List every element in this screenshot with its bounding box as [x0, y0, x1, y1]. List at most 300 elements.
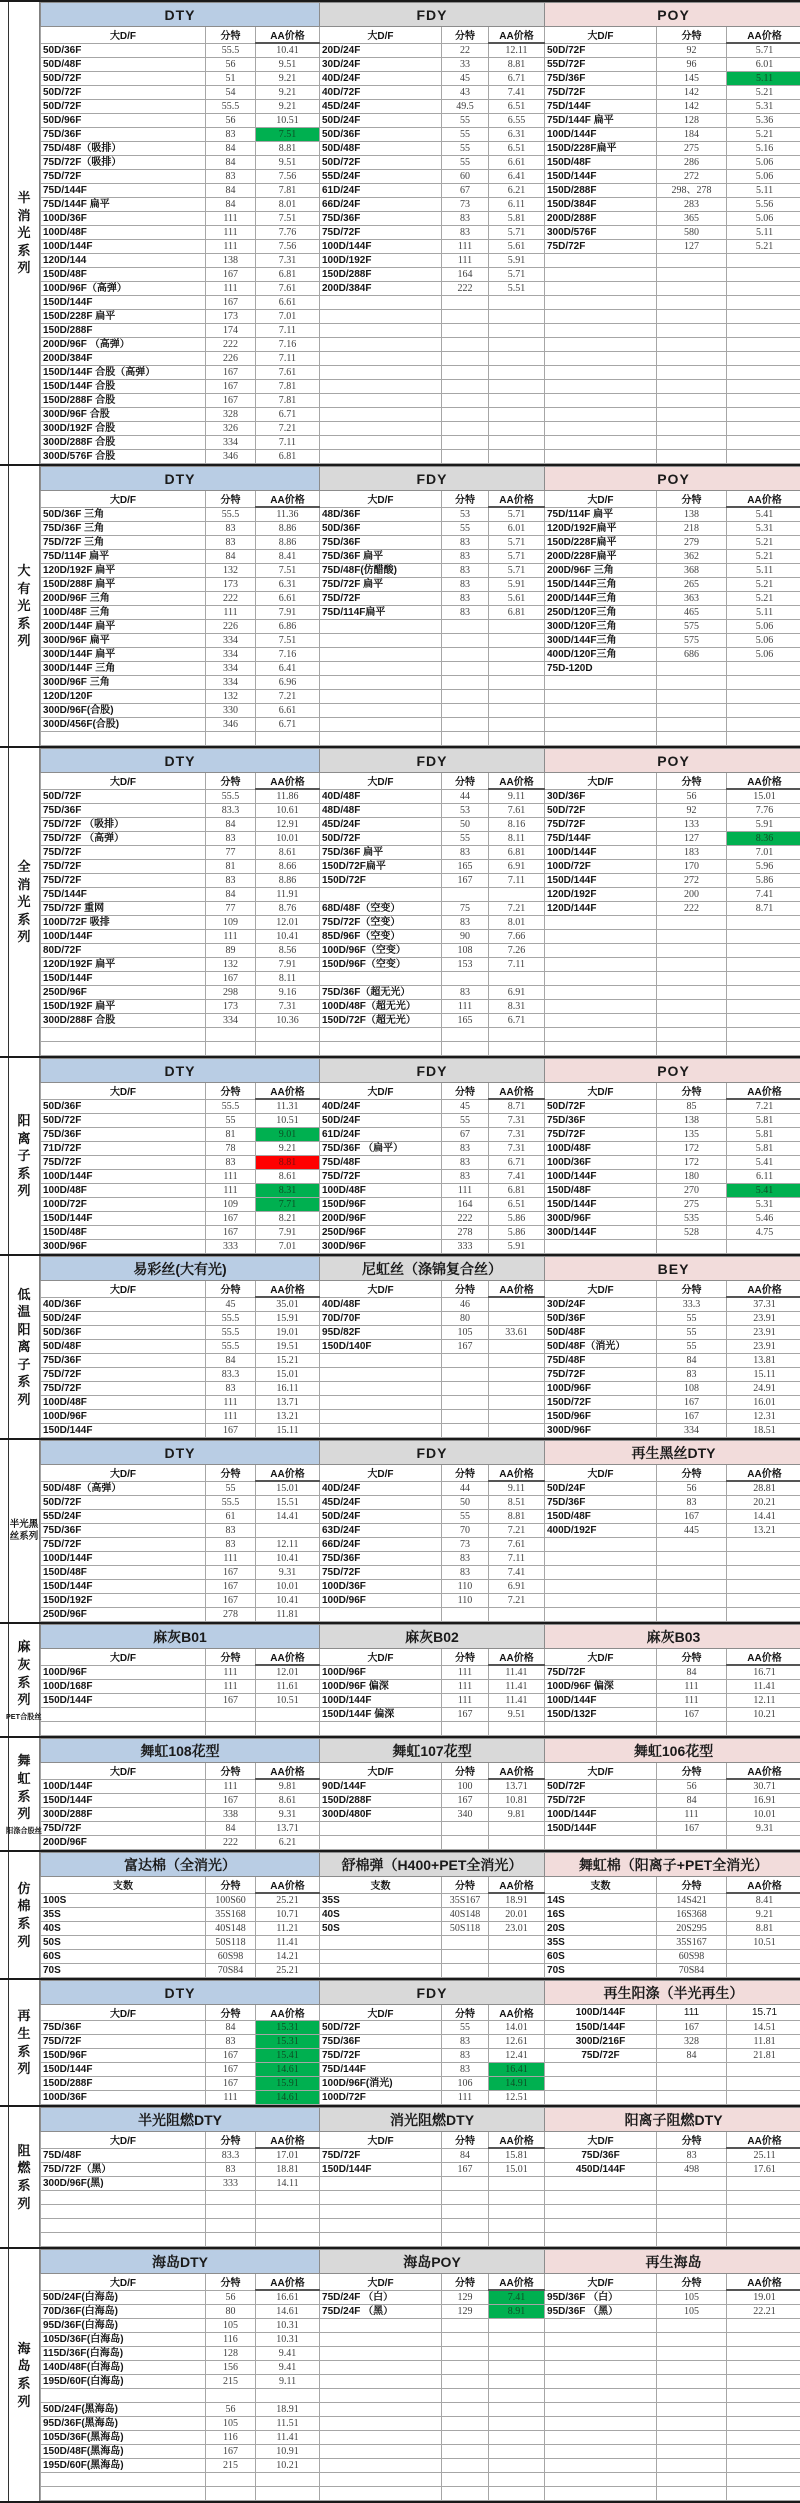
price-cell [489, 422, 545, 436]
table-row [41, 1226, 800, 1240]
spec-cell: 75D/72F [545, 86, 657, 100]
price-cell [489, 2219, 545, 2233]
spec-cell: 300D/456F(合股) [41, 718, 206, 732]
dtex-cell [442, 1950, 489, 1964]
spec-cell: 150D/96F [320, 1198, 442, 1212]
price-cell [727, 1580, 800, 1594]
price-cell: 5.91 [489, 578, 545, 592]
price-cell: 5.11 [727, 184, 800, 198]
dtex-cell [442, 2403, 489, 2417]
price-cell: 6.91 [489, 986, 545, 1000]
dtex-cell [442, 2473, 489, 2487]
dtex-cell: 528 [657, 1226, 727, 1240]
spec-cell: 75D/36F [41, 128, 206, 142]
table-row [41, 2177, 800, 2191]
table-row [41, 2445, 800, 2459]
dtex-cell: 180 [657, 1170, 727, 1184]
price-cell: 6.31 [256, 578, 320, 592]
table-row [41, 522, 800, 536]
spec-cell: 75D/72F [545, 240, 657, 254]
price-cell [489, 1042, 545, 1056]
table-row [41, 1156, 800, 1170]
price-cell: 25.11 [727, 2148, 800, 2163]
spec-cell: 300D/144F三角 [545, 634, 657, 648]
table-row [41, 718, 800, 732]
column-header: 大D/F [41, 1649, 206, 1666]
price-cell [256, 2233, 320, 2247]
price-cell [727, 380, 800, 394]
dtex-cell [442, 2389, 489, 2403]
spec-cell [545, 422, 657, 436]
price-cell [489, 888, 545, 902]
spec-cell [545, 1722, 657, 1736]
spec-cell: 75D/36F [545, 1114, 657, 1128]
table-row [41, 2035, 800, 2049]
spec-cell: 75D/36F [320, 1552, 442, 1566]
spec-cell: 20S [545, 1922, 657, 1936]
dtex-cell [442, 394, 489, 408]
price-cell [727, 324, 800, 338]
spec-cell [41, 732, 206, 746]
spec-cell: 50S [320, 1922, 442, 1936]
spec-cell [41, 2205, 206, 2219]
spec-cell: 100D/48F [41, 1184, 206, 1198]
spec-cell: 150D/48F [545, 156, 657, 170]
column-header: 分特 [657, 1877, 727, 1894]
price-cell: 7.41 [489, 1566, 545, 1580]
dtex-cell [206, 2233, 256, 2247]
spec-cell [320, 324, 442, 338]
dtex-cell [657, 450, 727, 464]
table-row [41, 1538, 800, 1552]
table-row [41, 268, 800, 282]
dtex-cell: 60S98 [206, 1950, 256, 1964]
price-cell [489, 718, 545, 732]
spec-cell [545, 2077, 657, 2091]
column-header: 分特 [206, 773, 256, 790]
spec-cell: 140D/48F(白海岛) [41, 2361, 206, 2375]
dtex-cell: 334 [206, 1014, 256, 1028]
price-cell: 14.61 [256, 2305, 320, 2319]
dtex-cell: 22 [442, 43, 489, 58]
dtex-cell: 222 [206, 1836, 256, 1850]
price-cell: 5.06 [727, 156, 800, 170]
dtex-cell: 333 [442, 1240, 489, 1254]
price-cell: 5.06 [727, 634, 800, 648]
spec-cell: 195D/60F(黑海岛) [41, 2459, 206, 2473]
column-header: AA价格 [727, 2274, 800, 2291]
table-row [41, 1580, 800, 1594]
price-cell: 10.01 [256, 1580, 320, 1594]
dtex-cell: 100S60 [206, 1893, 256, 1908]
dtex-cell: 55.5 [206, 1312, 256, 1326]
price-cell: 7.21 [489, 1594, 545, 1608]
price-cell: 30.71 [727, 1779, 800, 1794]
price-cell [256, 2473, 320, 2487]
spec-cell [545, 2091, 657, 2105]
dtex-cell [657, 310, 727, 324]
price-cell: 9.21 [256, 72, 320, 86]
column-header: 分特 [206, 2132, 256, 2149]
price-cell: 6.11 [489, 198, 545, 212]
dtex-cell: 108 [657, 1382, 727, 1396]
price-cell: 7.41 [489, 86, 545, 100]
dtex-cell [206, 2473, 256, 2487]
dtex-cell: 46 [442, 1297, 489, 1312]
section-recycled [0, 1978, 800, 2105]
table-row [41, 2389, 800, 2403]
price-cell: 10.71 [256, 1908, 320, 1922]
table-row [41, 1382, 800, 1396]
column-header: 大D/F [41, 2274, 206, 2291]
spec-cell [320, 2319, 442, 2333]
dtex-cell: 265 [657, 578, 727, 592]
spec-cell: 150D/144F [41, 1580, 206, 1594]
series-label-heather-grey: 麻 灰 系 列 PET合股丝 [8, 1624, 40, 1736]
column-header: AA价格 [256, 1649, 320, 1666]
spec-cell: 75D/144F [545, 832, 657, 846]
spec-cell [320, 310, 442, 324]
spec-cell: 70D/36F(白海岛) [41, 2305, 206, 2319]
dtex-cell [442, 2487, 489, 2501]
spec-cell: 75D/36F（超无光） [320, 986, 442, 1000]
spec-cell [545, 2319, 657, 2333]
price-cell [489, 1608, 545, 1622]
price-cell: 7.21 [256, 422, 320, 436]
price-cell: 14.41 [256, 1510, 320, 1524]
spec-cell: 50D/72F [545, 43, 657, 58]
column-header: AA价格 [256, 2132, 320, 2149]
dtex-cell: 333 [206, 2177, 256, 2191]
price-cell: 7.91 [256, 1226, 320, 1240]
price-cell: 7.41 [489, 2290, 545, 2305]
dtex-cell: 84 [657, 1665, 727, 1680]
price-cell: 9.41 [256, 2361, 320, 2375]
price-cell: 8.81 [489, 58, 545, 72]
price-cell [727, 718, 800, 732]
dtex-cell [206, 2205, 256, 2219]
spec-cell [320, 2361, 442, 2375]
spec-cell [320, 1410, 442, 1424]
price-cell: 16.41 [489, 2063, 545, 2077]
column-header: AA价格 [489, 27, 545, 44]
table-row [41, 1908, 800, 1922]
table-row [41, 874, 800, 888]
spec-cell: 70S [41, 1964, 206, 1978]
dtex-cell: 84 [206, 888, 256, 902]
spec-cell: 150D/140F [320, 1340, 442, 1354]
dtex-cell: 84 [657, 1794, 727, 1808]
price-cell [489, 1028, 545, 1042]
spec-cell: 150D/144F [41, 1212, 206, 1226]
dtex-cell: 55 [442, 142, 489, 156]
price-cell: 8.86 [256, 536, 320, 550]
column-header: 分特 [442, 1763, 489, 1780]
dtex-cell: 85 [657, 1099, 727, 1114]
spec-cell [320, 2191, 442, 2205]
dtex-cell: 127 [657, 832, 727, 846]
table-row [41, 507, 800, 522]
dtex-cell [657, 2205, 727, 2219]
price-cell [727, 972, 800, 986]
table-row [41, 1014, 800, 1028]
price-cell [489, 732, 545, 746]
dtex-cell: 106 [442, 2077, 489, 2091]
price-cell: 5.16 [727, 142, 800, 156]
dtex-cell: 167 [206, 1794, 256, 1808]
spec-cell: 75D/72F（空变） [320, 916, 442, 930]
dtex-cell: 334 [206, 634, 256, 648]
price-cell [727, 2077, 800, 2091]
dtex-cell: 70S84 [206, 1964, 256, 1978]
dtex-cell: 279 [657, 536, 727, 550]
price-cell [489, 1936, 545, 1950]
price-cell: 10.21 [256, 2459, 320, 2473]
column-header: 大D/F [320, 1649, 442, 1666]
dtex-cell: 60S98 [657, 1950, 727, 1964]
price-cell: 16.71 [727, 1665, 800, 1680]
dtex-cell [442, 310, 489, 324]
dtex-cell [442, 676, 489, 690]
price-cell: 7.11 [256, 352, 320, 366]
price-cell [727, 436, 800, 450]
table-row [41, 254, 800, 268]
spec-cell: 100D/96F [320, 1665, 442, 1680]
dtex-cell [442, 1608, 489, 1622]
dtex-cell: 77 [206, 902, 256, 916]
dtex-cell [442, 324, 489, 338]
group-header: DTY [41, 749, 320, 773]
dtex-cell [657, 2389, 727, 2403]
spec-cell: 85D/96F（空变） [320, 930, 442, 944]
spec-cell: 150D/72F [545, 1396, 657, 1410]
dtex-cell: 362 [657, 550, 727, 564]
column-header: AA价格 [489, 2132, 545, 2149]
table-row [41, 1354, 800, 1368]
table-row [41, 1808, 800, 1822]
dtex-cell: 222 [657, 902, 727, 916]
spec-cell [320, 2445, 442, 2459]
dtex-cell: 73 [442, 198, 489, 212]
column-header: AA价格 [489, 1649, 545, 1666]
spec-cell: 45D/24F [320, 1496, 442, 1510]
price-cell [489, 690, 545, 704]
price-cell: 8.56 [256, 944, 320, 958]
group-header: DTY [41, 1441, 320, 1465]
dtex-cell [442, 338, 489, 352]
dtex-cell [206, 732, 256, 746]
dtex-cell: 83 [442, 2063, 489, 2077]
table-row [41, 1922, 800, 1936]
price-cell: 9.31 [256, 1566, 320, 1580]
price-cell [489, 296, 545, 310]
table-row [41, 1340, 800, 1354]
table-row [41, 2375, 800, 2389]
spec-cell [320, 648, 442, 662]
spec-cell: 100D/96F 偏深 [545, 1680, 657, 1694]
spec-cell: 100D/36F [545, 1156, 657, 1170]
dtex-cell: 135 [657, 1128, 727, 1142]
spec-cell [320, 662, 442, 676]
column-header: 分特 [657, 1763, 727, 1780]
price-cell: 19.51 [256, 1340, 320, 1354]
dtex-cell: 226 [206, 352, 256, 366]
price-cell: 12.51 [489, 2091, 545, 2105]
price-cell: 7.31 [256, 1000, 320, 1014]
spec-cell [545, 718, 657, 732]
dtex-cell: 35S168 [206, 1908, 256, 1922]
price-table-cotton-like [40, 1852, 800, 1978]
dtex-cell: 83 [442, 592, 489, 606]
dtex-cell [442, 1964, 489, 1978]
price-cell [727, 2333, 800, 2347]
spec-cell: 75D/36F 三角 [41, 522, 206, 536]
price-cell: 5.31 [727, 100, 800, 114]
column-header: 大D/F [41, 1763, 206, 1780]
price-cell: 11.21 [256, 1922, 320, 1936]
dtex-cell [657, 352, 727, 366]
spec-cell: 55D/24F [320, 170, 442, 184]
spec-cell [545, 2333, 657, 2347]
dtex-cell [442, 718, 489, 732]
group-header: 再生黑丝DTY [545, 1441, 800, 1465]
dtex-cell: 686 [657, 648, 727, 662]
dtex-cell: 53 [442, 507, 489, 522]
spec-cell [545, 408, 657, 422]
table-row [41, 578, 800, 592]
spec-cell: 100D/144F [41, 930, 206, 944]
dtex-cell [206, 1028, 256, 1042]
column-header: AA价格 [489, 1465, 545, 1482]
price-cell: 19.01 [727, 2290, 800, 2305]
dtex-cell: 50S118 [206, 1936, 256, 1950]
section-sea-island [0, 2247, 800, 2501]
spec-cell: 75D/48F [41, 2148, 206, 2163]
spec-cell [545, 380, 657, 394]
dtex-cell: 111 [206, 930, 256, 944]
price-cell: 5.21 [727, 578, 800, 592]
spec-cell [320, 2205, 442, 2219]
table-row [41, 536, 800, 550]
spec-cell [545, 986, 657, 1000]
price-cell: 6.71 [489, 1156, 545, 1170]
spec-cell: 150D/72F扁平 [320, 860, 442, 874]
spec-cell: 75D/36F （扁平） [320, 1142, 442, 1156]
price-cell: 13.81 [727, 1354, 800, 1368]
column-header: 大D/F [545, 491, 657, 508]
table-row [41, 972, 800, 986]
table-row [41, 2148, 800, 2163]
price-cell [727, 676, 800, 690]
spec-cell: 400D/120F三角 [545, 648, 657, 662]
price-cell: 6.71 [256, 718, 320, 732]
price-cell [727, 1608, 800, 1622]
dtex-cell: 83 [442, 986, 489, 1000]
dtex-cell: 83 [442, 1552, 489, 1566]
spec-cell [545, 1594, 657, 1608]
dtex-cell [442, 2205, 489, 2219]
price-cell: 7.61 [489, 1538, 545, 1552]
spec-cell: 35S [320, 1893, 442, 1908]
price-cell: 14.51 [727, 2021, 800, 2035]
spec-cell: 70D/70F [320, 1312, 442, 1326]
spec-cell: 55D/72F [545, 58, 657, 72]
dtex-cell: 184 [657, 128, 727, 142]
spec-cell: 40D/24F [320, 1481, 442, 1496]
price-cell [727, 732, 800, 746]
dtex-cell: 83 [442, 1142, 489, 1156]
dtex-cell: 110 [442, 1580, 489, 1594]
dtex-cell: 55 [442, 114, 489, 128]
group-header: 再生海岛 [545, 2250, 800, 2274]
dtex-cell [657, 366, 727, 380]
dtex-cell: 55 [442, 128, 489, 142]
dtex-cell: 286 [657, 156, 727, 170]
spec-cell: 50D/36F 三角 [41, 507, 206, 522]
table-row [41, 2205, 800, 2219]
price-cell: 10.31 [256, 2319, 320, 2333]
spec-cell: 200D/384F [320, 282, 442, 296]
dtex-cell [442, 2177, 489, 2191]
price-cell: 5.96 [727, 860, 800, 874]
spec-cell [320, 704, 442, 718]
table-row [41, 282, 800, 296]
dtex-cell [657, 972, 727, 986]
price-cell [489, 352, 545, 366]
price-cell: 6.61 [489, 156, 545, 170]
price-cell: 6.31 [489, 128, 545, 142]
price-cell: 9.31 [256, 1808, 320, 1822]
dtex-cell: 167 [206, 2445, 256, 2459]
column-header: 分特 [442, 491, 489, 508]
price-cell: 23.01 [489, 1922, 545, 1936]
table-row [41, 184, 800, 198]
table-row [41, 1212, 800, 1226]
dtex-cell: 111 [206, 1665, 256, 1680]
dtex-cell: 111 [206, 212, 256, 226]
spec-cell: 200D/288F [545, 212, 657, 226]
spec-cell: 250D/96F [41, 986, 206, 1000]
price-cell: 5.11 [727, 226, 800, 240]
group-header: 富达棉（全消光） [41, 1853, 320, 1877]
spec-cell [320, 1936, 442, 1950]
column-header: 大D/F [320, 2274, 442, 2291]
table-row [41, 2021, 800, 2035]
spec-cell: 120D/192F 扁平 [41, 958, 206, 972]
table-row [41, 648, 800, 662]
dtex-cell: 167 [206, 268, 256, 282]
price-cell: 6.11 [727, 1170, 800, 1184]
price-cell: 9.51 [256, 156, 320, 170]
spec-cell: 150D/144F [41, 1694, 206, 1708]
price-cell [489, 408, 545, 422]
spec-cell [545, 338, 657, 352]
price-cell [489, 2403, 545, 2417]
table-row [41, 450, 800, 464]
spec-cell: 100D/72F 吸排 [41, 916, 206, 930]
table-row [41, 2487, 800, 2501]
price-cell [489, 2431, 545, 2445]
spec-cell: 250D/120F三角 [545, 606, 657, 620]
column-header: AA价格 [727, 1877, 800, 1894]
dtex-cell: 132 [206, 690, 256, 704]
spec-cell [320, 422, 442, 436]
dtex-cell: 167 [657, 1510, 727, 1524]
table-row [41, 1170, 800, 1184]
price-cell: 25.21 [256, 1964, 320, 1978]
spec-cell [320, 296, 442, 310]
group-header: FDY [320, 1059, 545, 1083]
